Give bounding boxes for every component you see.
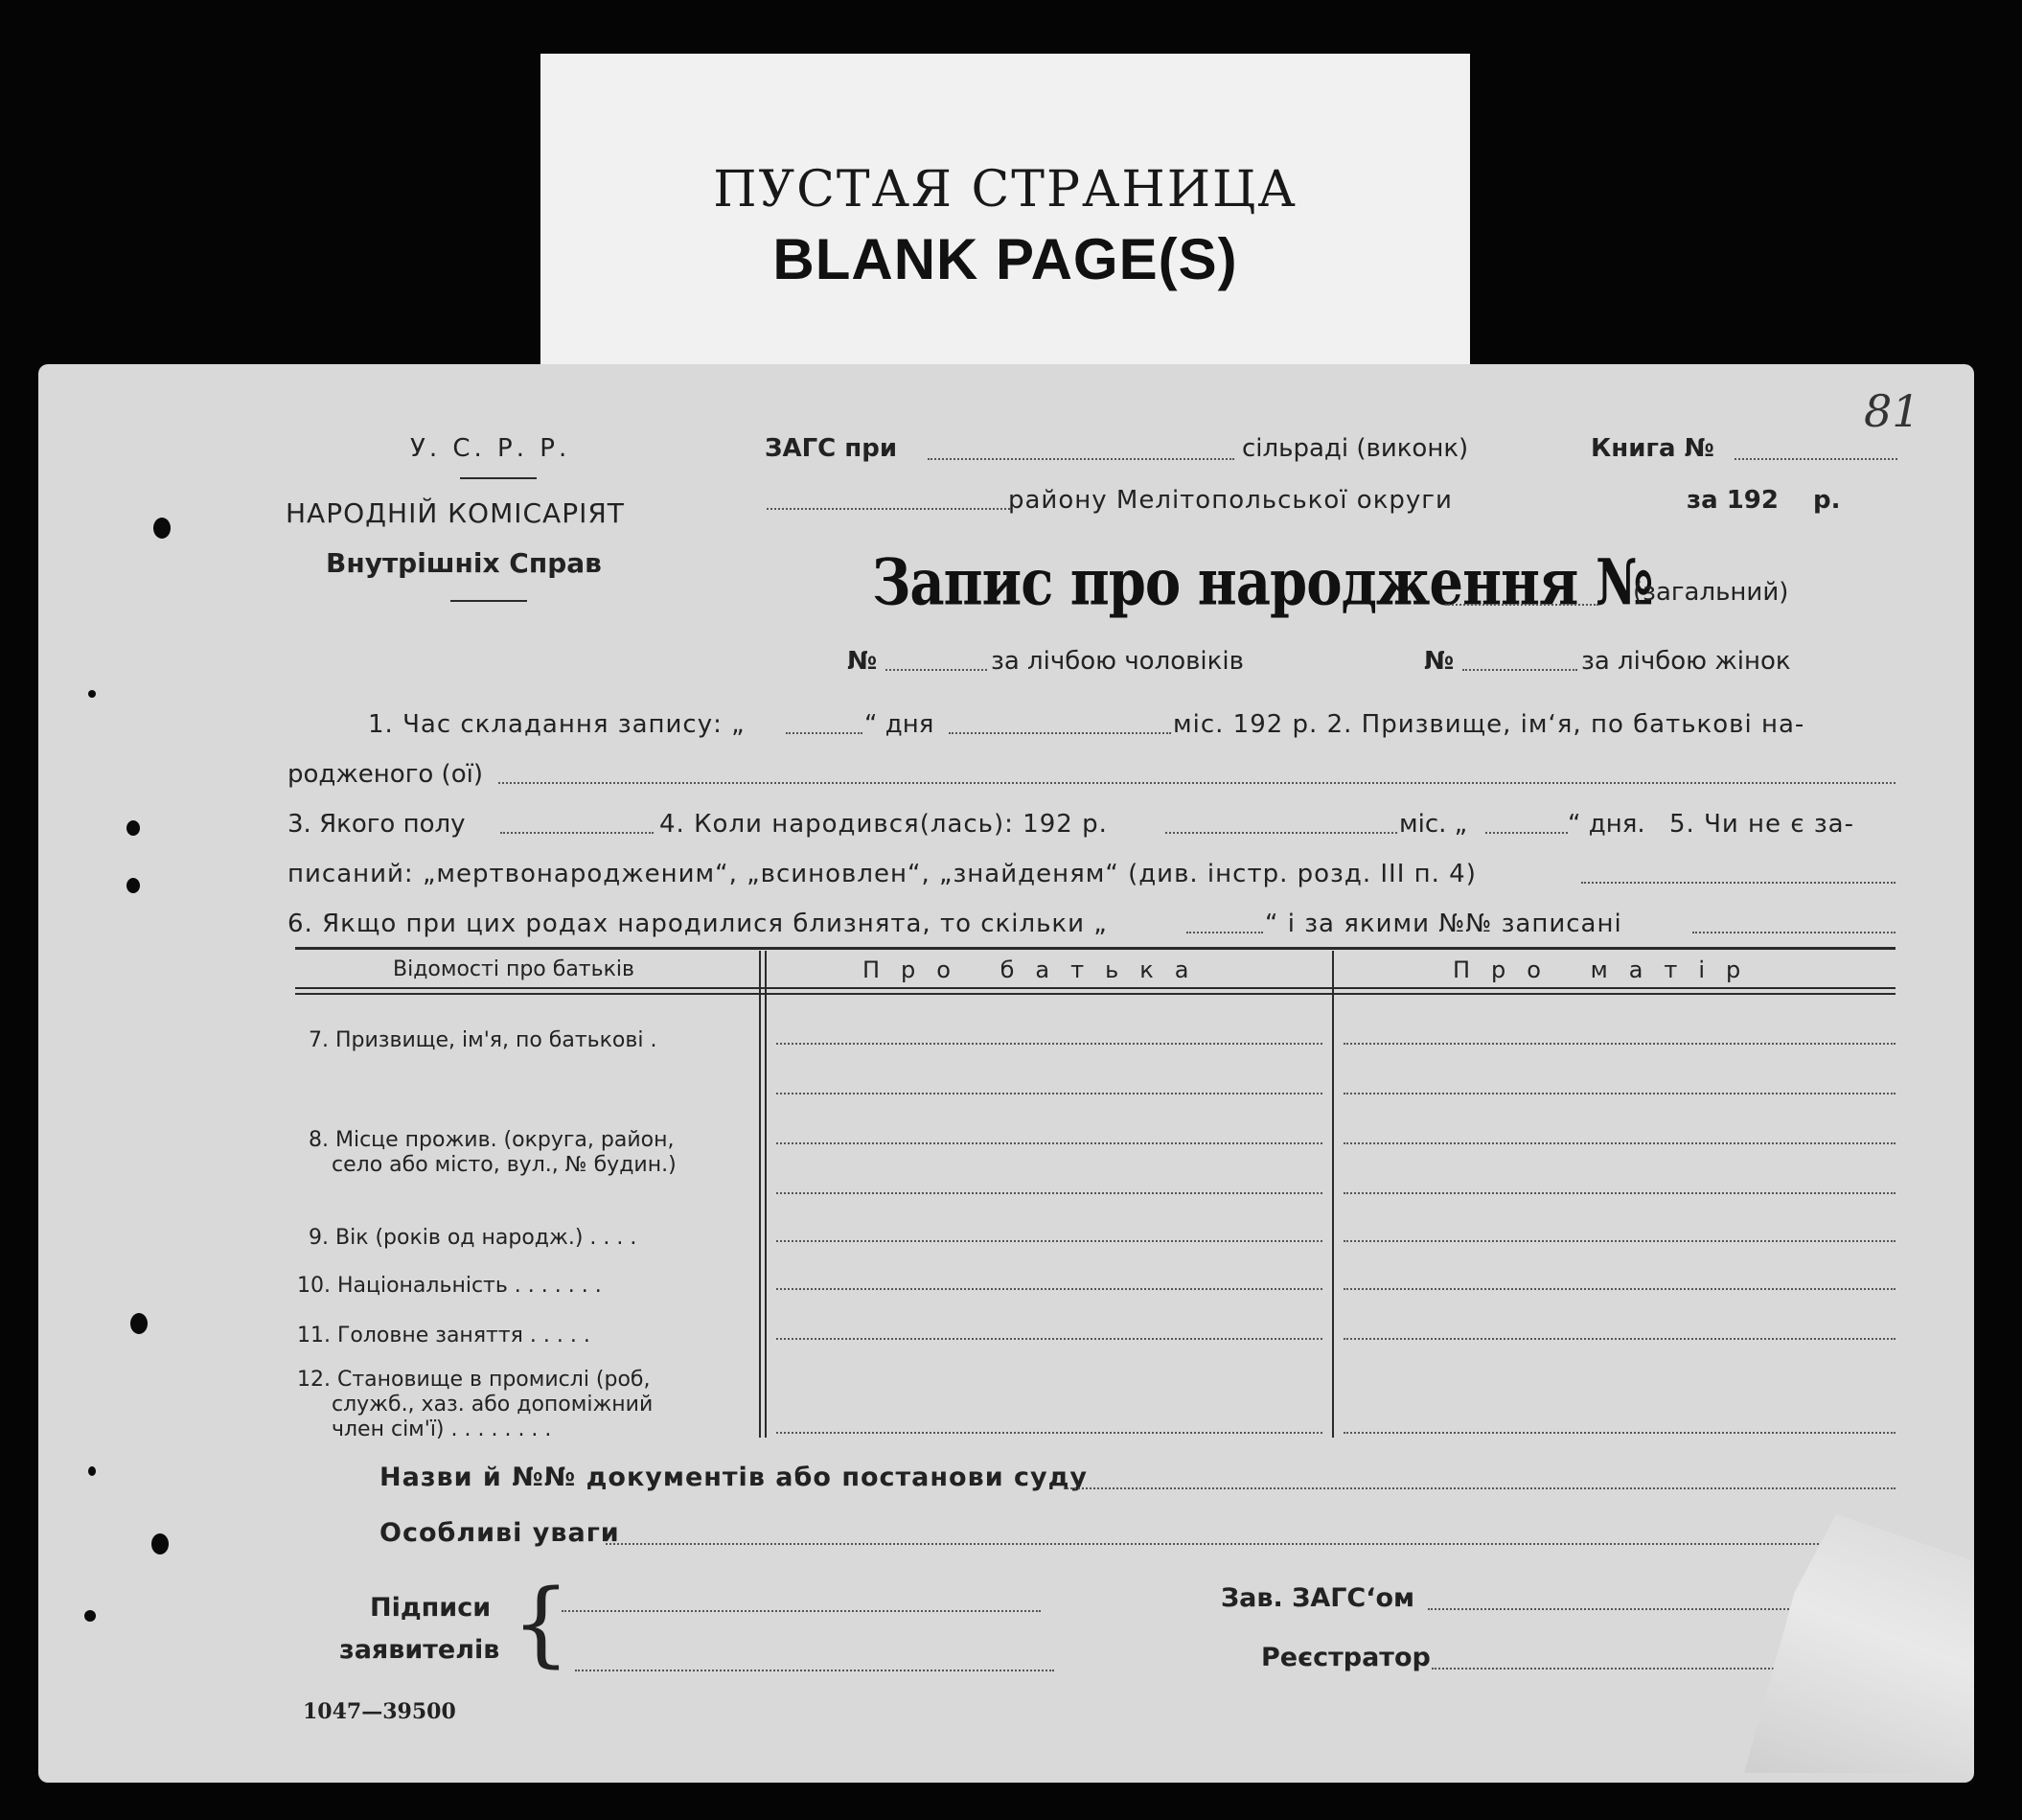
men-count-label: за лічбою чоловіків [991, 647, 1244, 676]
row-12-label-cont: служб., хаз. або допоміжний [332, 1393, 654, 1417]
page-number-handwritten: 81 [1864, 385, 1920, 437]
item-6-count-field [1186, 932, 1263, 933]
table-column-rule [765, 951, 767, 1438]
punch-hole [84, 1610, 96, 1622]
row-7-label: 7. Призвище, ім'я, по батькові . [309, 1028, 657, 1052]
item-1-label: 1. Час складання запису: „ [368, 710, 746, 739]
women-number-field [1462, 669, 1577, 671]
region-label: району Мелітопольської округи [1008, 486, 1453, 515]
punch-hole [151, 1533, 169, 1555]
signatures-label: Підписи [370, 1593, 492, 1623]
applicants-label: заявителів [339, 1635, 500, 1665]
row-8-label-cont: село або місто, вул., № будин.) [332, 1153, 677, 1177]
item-1-day-field [786, 732, 862, 734]
table-header-mother: Про матір [1453, 956, 1762, 983]
item-1-day-label: “ дня [864, 710, 934, 739]
zags-field [928, 458, 1234, 460]
item-4-label: 4. Коли народився(лась): 192 р. [659, 810, 1108, 839]
ussr-label: У. С. Р. Р. [410, 434, 571, 463]
punch-hole [130, 1313, 148, 1334]
item-2-field [498, 782, 1896, 784]
item-4-day-label: “ дня. [1568, 810, 1645, 839]
print-code: 1047—39500 [303, 1699, 456, 1724]
item-2-cont-label: родженого (ої) [287, 760, 483, 789]
year-suffix-label: р. [1813, 486, 1841, 515]
item-3-field [500, 832, 654, 834]
divider [450, 600, 527, 602]
men-number-field [885, 669, 987, 671]
table-header-info: Відомості про батьків [393, 957, 634, 981]
row-12-label-cont: член сім'ї) . . . . . . . . [332, 1417, 552, 1441]
punch-hole [126, 820, 140, 836]
birth-record-form [38, 364, 1974, 1783]
item-6-numbers-label: “ і за якими №№ записані [1265, 910, 1622, 938]
commissariat-label: НАРОДНІЙ КОМІСАРІЯТ [286, 497, 625, 529]
mother-nationality-field [1344, 1288, 1896, 1290]
item-4-month-label: міс. „ [1399, 810, 1468, 839]
zags-label: ЗАГС при [765, 434, 898, 463]
item-6-numbers-field [1692, 932, 1896, 933]
punch-hole [88, 1466, 96, 1476]
women-number-label: № [1424, 647, 1455, 676]
general-label: (загальний) [1633, 578, 1789, 607]
mother-residence-field-2 [1344, 1192, 1896, 1194]
torn-corner [1744, 1514, 1974, 1773]
zags-head-label: Зав. ЗАГС‘ом [1221, 1583, 1415, 1613]
item-5-field [1581, 882, 1896, 884]
father-nationality-field [776, 1288, 1322, 1290]
mother-name-field-2 [1344, 1093, 1896, 1094]
documents-label: Назви й №№ документів або постанови суду [379, 1463, 1089, 1492]
placard-english-text: BLANK PAGE(S) [772, 227, 1238, 291]
remarks-field [606, 1543, 1896, 1545]
mother-residence-field [1344, 1142, 1896, 1144]
divider [460, 477, 537, 479]
mother-status-field [1344, 1432, 1896, 1434]
year-prefix-label: за 192 [1687, 486, 1779, 515]
table-column-rule [759, 951, 761, 1438]
table-top-rule [295, 947, 1896, 950]
silrada-label: сільраді (виконк) [1242, 434, 1469, 463]
mother-name-field [1344, 1043, 1896, 1045]
placard-russian-text: ПУСТАЯ СТРАНИЦА [713, 161, 1298, 219]
father-residence-field [776, 1142, 1322, 1144]
item-4-month-field [1165, 832, 1397, 834]
punch-hole [88, 690, 96, 698]
row-10-label: 10. Національність . . . . . . . [297, 1274, 602, 1298]
father-residence-field-2 [776, 1192, 1322, 1194]
signature-field-1 [562, 1610, 1041, 1612]
documents-field [1064, 1487, 1896, 1489]
row-11-label: 11. Головне заняття . . . . . [297, 1324, 590, 1348]
signature-brace: { [512, 1570, 571, 1677]
item-5-label: 5. Чи не є за- [1669, 810, 1854, 839]
registrar-field [1432, 1668, 1815, 1670]
father-age-field [776, 1240, 1322, 1242]
item-1-month-field [949, 732, 1171, 734]
item-1-2-label: міс. 192 р. 2. Призвище, ім‘я, по батькові на- [1173, 710, 1805, 739]
row-9-label: 9. Вік (років од народж.) . . . . [309, 1226, 637, 1250]
item-6-label: 6. Якщо при цих родах народилися близнята, то скільки „ [287, 910, 1108, 938]
punch-hole [126, 878, 140, 893]
row-8-label: 8. Місце прожив. (округа, район, [309, 1128, 675, 1152]
row-12-label: 12. Становище в промислі (роб, [297, 1368, 651, 1392]
item-4-day-field [1485, 832, 1568, 834]
signature-field-2 [575, 1670, 1054, 1671]
table-header-rule [295, 987, 1896, 989]
record-number-field [1445, 604, 1598, 606]
book-label: Книга № [1591, 434, 1714, 463]
men-number-label: № [847, 647, 878, 676]
table-column-rule [1332, 951, 1334, 1438]
punch-hole [153, 518, 171, 539]
book-field [1735, 458, 1897, 460]
women-count-label: за лічбою жінок [1581, 647, 1791, 676]
registrar-label: Реєстратор [1261, 1643, 1431, 1672]
region-field [767, 508, 1010, 510]
mother-age-field [1344, 1240, 1896, 1242]
mother-occupation-field [1344, 1338, 1896, 1340]
item-5-cont-label: писаний: „мертвонародженим“, „всиновлен“, „знайденям“ (див. інстр. розд. III п. 4) [287, 860, 1477, 888]
zags-head-field [1428, 1608, 1811, 1610]
blank-page-placard [540, 54, 1470, 370]
internal-affairs-label: Внутрішніх Справ [326, 547, 602, 579]
table-header-rule [295, 993, 1896, 995]
father-name-field-2 [776, 1093, 1322, 1094]
remarks-label: Особливі уваги [379, 1518, 620, 1548]
item-3-label: 3. Якого полу [287, 810, 466, 839]
table-header-father: Про батька [862, 956, 1210, 983]
father-occupation-field [776, 1338, 1322, 1340]
father-status-field [776, 1432, 1322, 1434]
form-title: Запис про народження № [872, 545, 1653, 620]
father-name-field [776, 1043, 1322, 1045]
